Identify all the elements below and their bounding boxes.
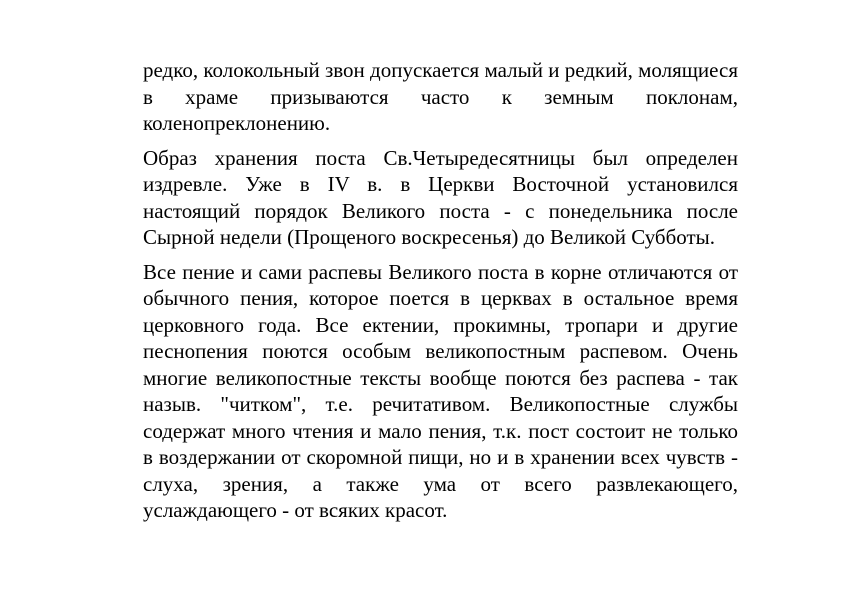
- paragraph-2: Образ хранения поста Св.Четыредесятницы был определен издревле. Уже в IV в. в Церкви Восточной установился настоящий порядок Великого поста - с понедельника после Сырной недели (Прощеного воскресенья) до Великой Субботы.: [143, 145, 738, 249]
- document-body: [143, 57, 738, 532]
- paragraph-1: редко, колокольный звон допускается малый и редкий, молящиеся в храме призываются часто к земным поклонам, коленопреклонению.: [143, 58, 738, 135]
- paragraph-3: Все пение и сами распевы Великого поста в корне отличаются от обычного пения, которое поется в церквах в остальное время церковного года. Все ектении, прокимны, тропари и другие песнопения поются особым великопостным распевом. Очень многие великопостные тексты вообще поются без распева - так назыв. "читком", т.е. речитативом. Великопостные службы содержат много чтения и мало пения, т.к. пост состоит не только в воздержании от скоромной пищи, но и в хранении всех чувств - слуха, зрения, а также ума от всего развлекающего, услаждающего - от всяких красот.: [143, 259, 738, 522]
